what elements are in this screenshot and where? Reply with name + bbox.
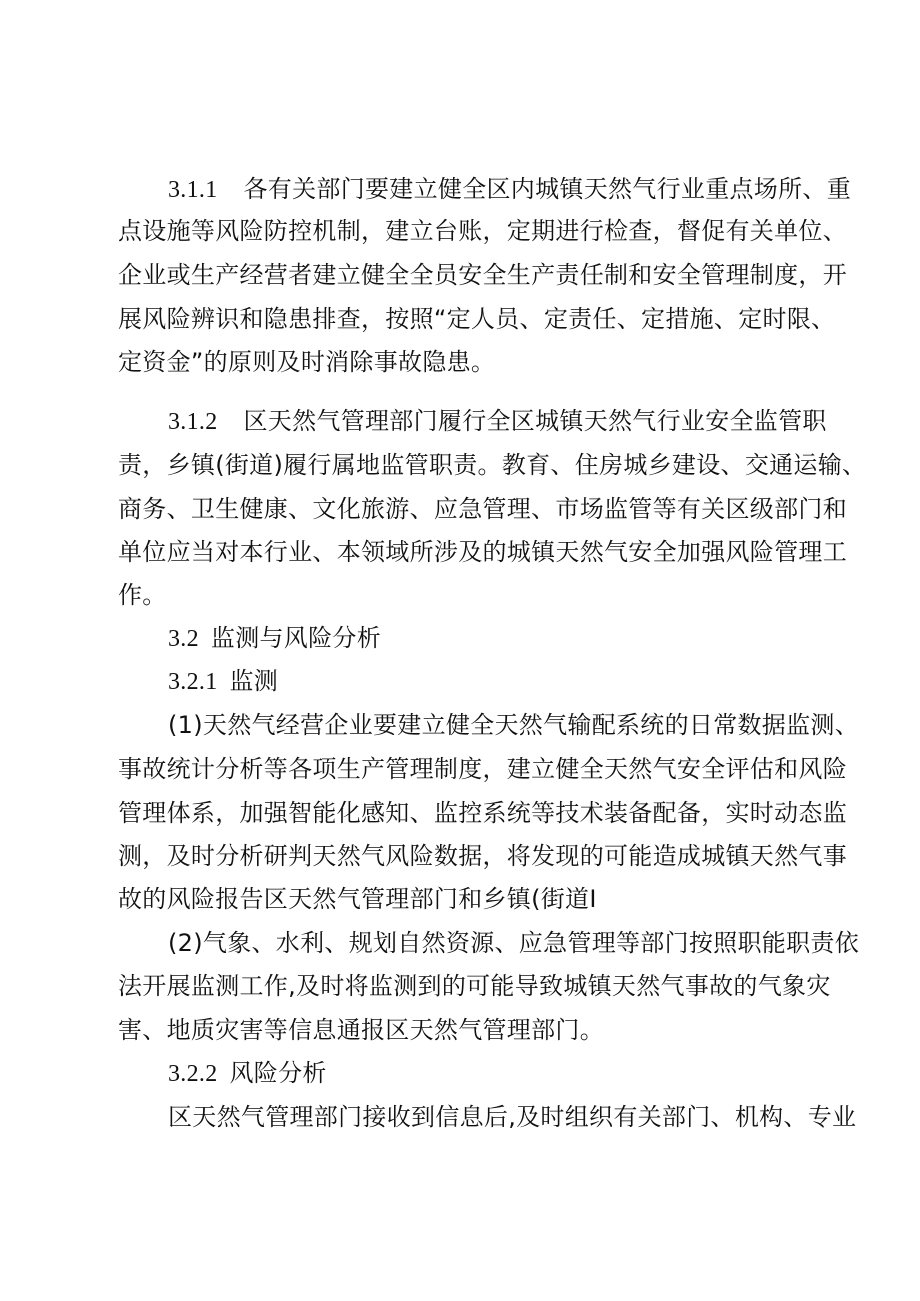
paragraph-2-line-2: 法开展监测工作,及时将监测到的可能导致城镇天然气事故的气象灾 bbox=[118, 972, 831, 1000]
paragraph-3-1-1-line-4: 展风险辨识和隐患排查，按照“定人员、定责任、定措施、定时限、 bbox=[118, 305, 836, 333]
paragraph-1-line-2: 事故统计分析等各项生产管理制度，建立健全天然气安全评估和风险 bbox=[118, 755, 847, 783]
paragraph-3-1-2-line-5: 作。 bbox=[118, 581, 167, 609]
paragraph-3-1-2-line-3: 商务、卫生健康、文化旅游、应急管理、市场监管等有关区级部门和 bbox=[118, 495, 847, 523]
paragraph-1-line-4: 测，及时分析研判天然气风险数据，将发现的可能造成城镇天然气事 bbox=[118, 842, 847, 870]
heading-3-2-2 bbox=[168, 1056, 327, 1090]
paragraph-1-line-5: 故的风险报告区天然气管理部门和乡镇(街道I bbox=[118, 885, 597, 913]
heading-title: 监测与风险分析 bbox=[210, 624, 382, 652]
paragraph-3-1-1-line-3: 企业或生产经营者建立健全全员安全生产责任制和安全管理制度，开 bbox=[118, 261, 847, 289]
paragraph-1-line-1: (1)天然气经营企业要建立健全天然气输配系统的日常数据监测、 bbox=[168, 711, 859, 739]
heading-3-2 bbox=[168, 621, 381, 655]
paragraph-3-1-2-line-1 bbox=[168, 404, 827, 438]
section-number-3-1-2: 3.1.2 bbox=[168, 409, 218, 435]
paragraph-2-line-3: 害、地质灾害等信息通报区天然气管理部门。 bbox=[118, 1016, 604, 1044]
heading-title: 风险分析 bbox=[229, 1059, 327, 1087]
paragraph-3-1-1-line-1 bbox=[168, 172, 851, 206]
section-number-3-2-1: 3.2.1 bbox=[168, 669, 218, 695]
paragraph-3-line-1: 区天然气管理部门接收到信息后,及时组织有关部门、机构、专业 bbox=[168, 1103, 857, 1131]
section-number-3-1-1: 3.1.1 bbox=[168, 177, 218, 203]
paragraph-3-1-2-line-2: 责，乡镇(街道)履行属地监管职责。教育、住房城乡建设、交通运输、 bbox=[118, 451, 867, 479]
text-line: 区天然气管理部门履行全区城镇天然气行业安全监管职 bbox=[243, 407, 827, 435]
heading-title: 监测 bbox=[229, 667, 279, 695]
paragraph-3-1-1-line-2: 点设施等风险防控机制，建立台账，定期进行检查，督促有关单位、 bbox=[118, 217, 847, 245]
paragraph-3-1-2-line-4: 单位应当对本行业、本领域所涉及的城镇天然气安全加强风险管理工 bbox=[118, 538, 847, 566]
section-number-3-2: 3.2 bbox=[168, 626, 199, 652]
section-number-3-2-2: 3.2.2 bbox=[168, 1061, 218, 1087]
paragraph-1-line-3: 管理体系，加强智能化感知、监控系统等技术装备配备，实时动态监 bbox=[118, 799, 847, 827]
text-line: 各有关部门要建立健全区内城镇天然气行业重点场所、重 bbox=[243, 175, 851, 203]
heading-3-2-1 bbox=[168, 664, 278, 698]
paragraph-3-1-1-line-5: 定资金”的原则及时消除事故隐患。 bbox=[118, 348, 496, 376]
paragraph-2-line-1: (2)气象、水利、规划自然资源、应急管理等部门按照职能职责依 bbox=[168, 929, 859, 957]
